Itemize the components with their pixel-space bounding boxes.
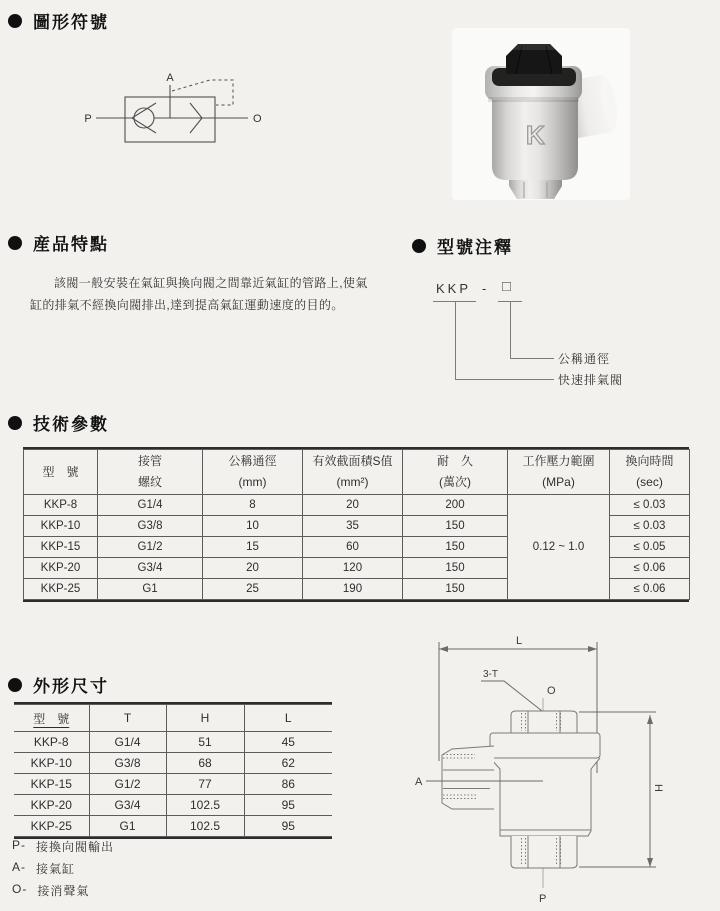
tech-column-header — [98, 450, 203, 495]
tech-cell: 35 — [303, 516, 403, 537]
drawing-label-3T: 3-T — [483, 669, 498, 680]
drawing-label-A: A — [415, 776, 423, 788]
tech-cell-pressure: 0.12 ~ 1.0 — [508, 495, 610, 600]
drawing-label-O: O — [547, 685, 556, 697]
dim-table — [14, 704, 332, 837]
model-dash: - — [482, 281, 487, 296]
tech-cell: ≤ 0.06 — [610, 558, 690, 579]
header-line1: 有效截面積S值 — [312, 454, 393, 468]
symbol-port-a: A — [166, 72, 174, 84]
tech-cell: 150 — [403, 579, 508, 600]
tech-cell: 15 — [203, 537, 303, 558]
dim-cell: KKP-10 — [14, 753, 89, 774]
tech-cell: ≤ 0.06 — [610, 579, 690, 600]
product-photo — [452, 28, 630, 200]
tech-cell: 8 — [203, 495, 303, 516]
symbol-port-o: O — [253, 113, 262, 125]
symbol-port-p: P — [84, 113, 92, 125]
tech-cell: G1/2 — [98, 537, 203, 558]
model-prefix: KKP — [436, 281, 472, 296]
model-notation-diagram — [430, 278, 670, 398]
note-text: 接氣缸 — [36, 862, 76, 876]
section-title-text: 技術參數 — [33, 415, 109, 434]
tech-cell: 200 — [403, 495, 508, 516]
note-text: 接換向閥輸出 — [36, 840, 115, 854]
dim-cell: KKP-8 — [14, 732, 89, 753]
dim-header-row — [14, 705, 332, 732]
bullet-icon — [8, 678, 22, 692]
dim-table-row — [14, 774, 332, 795]
tech-cell: ≤ 0.03 — [610, 516, 690, 537]
drawing-label-P: P — [539, 893, 547, 905]
dim-cell: G3/8 — [89, 753, 166, 774]
header-line1: 接管 — [137, 454, 162, 468]
tech-cell: 150 — [403, 558, 508, 579]
tech-table-wrap — [23, 447, 689, 602]
drawing-label-L: L — [516, 635, 523, 647]
dim-cell: 51 — [166, 732, 244, 753]
tech-cell: KKP-20 — [24, 558, 98, 579]
tech-column-header — [203, 450, 303, 495]
tech-cell: KKP-10 — [24, 516, 98, 537]
bullet-icon — [8, 236, 22, 250]
tech-cell: 150 — [403, 537, 508, 558]
header-line2: (mm) — [238, 475, 267, 489]
note-o — [12, 882, 89, 899]
section-title-text: 産品特點 — [33, 235, 109, 254]
dim-column-header: T — [89, 705, 166, 732]
dim-cell: 95 — [244, 816, 332, 837]
note-code: O- — [12, 882, 28, 896]
dim-cell: 102.5 — [166, 795, 244, 816]
dim-cell: 95 — [244, 795, 332, 816]
tech-cell: G1/4 — [98, 495, 203, 516]
tech-column-header — [403, 450, 508, 495]
tech-cell: 120 — [303, 558, 403, 579]
tech-table — [23, 449, 690, 600]
tech-column-header — [508, 450, 610, 495]
header-line1: 換向時間 — [625, 454, 674, 468]
dim-cell: 77 — [166, 774, 244, 795]
dim-table-wrap — [14, 702, 332, 839]
tech-cell: G1 — [98, 579, 203, 600]
section-title-text: 外形尺寸 — [33, 677, 109, 696]
size-placeholder-box: □ — [502, 278, 512, 295]
header-line2: (mm²) — [336, 475, 369, 489]
tech-cell: G3/8 — [98, 516, 203, 537]
section-title-model — [412, 233, 513, 258]
dim-cell: 86 — [244, 774, 332, 795]
dim-column-header: 型 號 — [14, 705, 89, 732]
dim-cell: 102.5 — [166, 816, 244, 837]
header-line2: (sec) — [636, 475, 663, 489]
tech-cell: ≤ 0.05 — [610, 537, 690, 558]
drawing-label-H: H — [652, 784, 664, 792]
tech-cell: KKP-8 — [24, 495, 98, 516]
photo-bottom-port — [509, 180, 562, 199]
section-title-text: 型號注釋 — [437, 238, 513, 257]
bullet-icon — [8, 416, 22, 430]
note-p — [12, 838, 114, 855]
tech-cell: 20 — [303, 495, 403, 516]
dim-cell: G3/4 — [89, 795, 166, 816]
header-line1: 工作壓力範圍 — [522, 454, 595, 468]
photo-logo: K — [526, 120, 545, 150]
pneumatic-symbol-diagram — [60, 55, 310, 170]
dim-cell: 68 — [166, 753, 244, 774]
note-code: P- — [12, 838, 26, 852]
header-line1: 公稱通徑 — [228, 454, 277, 468]
section-title-features — [8, 230, 109, 255]
header-line2: (MPa) — [542, 475, 575, 489]
tech-cell: KKP-25 — [24, 579, 98, 600]
dim-cell: KKP-25 — [14, 816, 89, 837]
dim-cell: G1/4 — [89, 732, 166, 753]
dim-cell: KKP-20 — [14, 795, 89, 816]
tech-cell: KKP-15 — [24, 537, 98, 558]
dim-cell: G1/2 — [89, 774, 166, 795]
section-title-text: 圖形符號 — [33, 13, 109, 32]
tech-column-header — [24, 450, 98, 495]
tech-table-row — [24, 495, 690, 516]
note-code: A- — [12, 860, 26, 874]
dim-column-header: H — [166, 705, 244, 732]
tech-cell: 25 — [203, 579, 303, 600]
section-title-symbol — [8, 8, 109, 33]
dimension-drawing — [390, 618, 720, 911]
dim-table-row — [14, 816, 332, 837]
tech-cell: 20 — [203, 558, 303, 579]
dim-cell: 62 — [244, 753, 332, 774]
header-line1: 型 號 — [42, 464, 79, 479]
bullet-icon — [8, 14, 22, 28]
dim-table-row — [14, 795, 332, 816]
bullet-icon — [412, 239, 426, 253]
section-title-dim — [8, 672, 109, 697]
tech-cell: G3/4 — [98, 558, 203, 579]
tech-cell: 150 — [403, 516, 508, 537]
note-text: 接消聲氣 — [37, 884, 90, 898]
tech-cell: 10 — [203, 516, 303, 537]
dim-column-header: L — [244, 705, 332, 732]
header-line2: (萬次) — [439, 475, 471, 489]
note-a — [12, 860, 75, 877]
photo-hex-cap — [506, 44, 562, 74]
tech-column-header — [610, 450, 690, 495]
section-title-tech — [8, 410, 109, 435]
model-label-diameter: 公稱通徑 — [558, 352, 611, 366]
header-line1: 耐 久 — [436, 454, 473, 468]
dim-cell: 45 — [244, 732, 332, 753]
model-label-valve: 快速排氣閥 — [558, 373, 624, 387]
dim-cell: G1 — [89, 816, 166, 837]
features-paragraph: 該閥一般安裝在氣缸與換向閥之間靠近氣缸的管路上,使氣缸的排氣不經換向閥排出,達到提高氣缸運動速度的目的。 — [30, 276, 368, 312]
tech-header-row — [24, 450, 690, 495]
dim-table-row — [14, 753, 332, 774]
tech-cell: ≤ 0.03 — [610, 495, 690, 516]
dim-cell: KKP-15 — [14, 774, 89, 795]
tech-cell: 60 — [303, 537, 403, 558]
tech-cell: 190 — [303, 579, 403, 600]
dim-table-row — [14, 732, 332, 753]
header-line2: 螺纹 — [137, 475, 162, 489]
tech-column-header — [303, 450, 403, 495]
